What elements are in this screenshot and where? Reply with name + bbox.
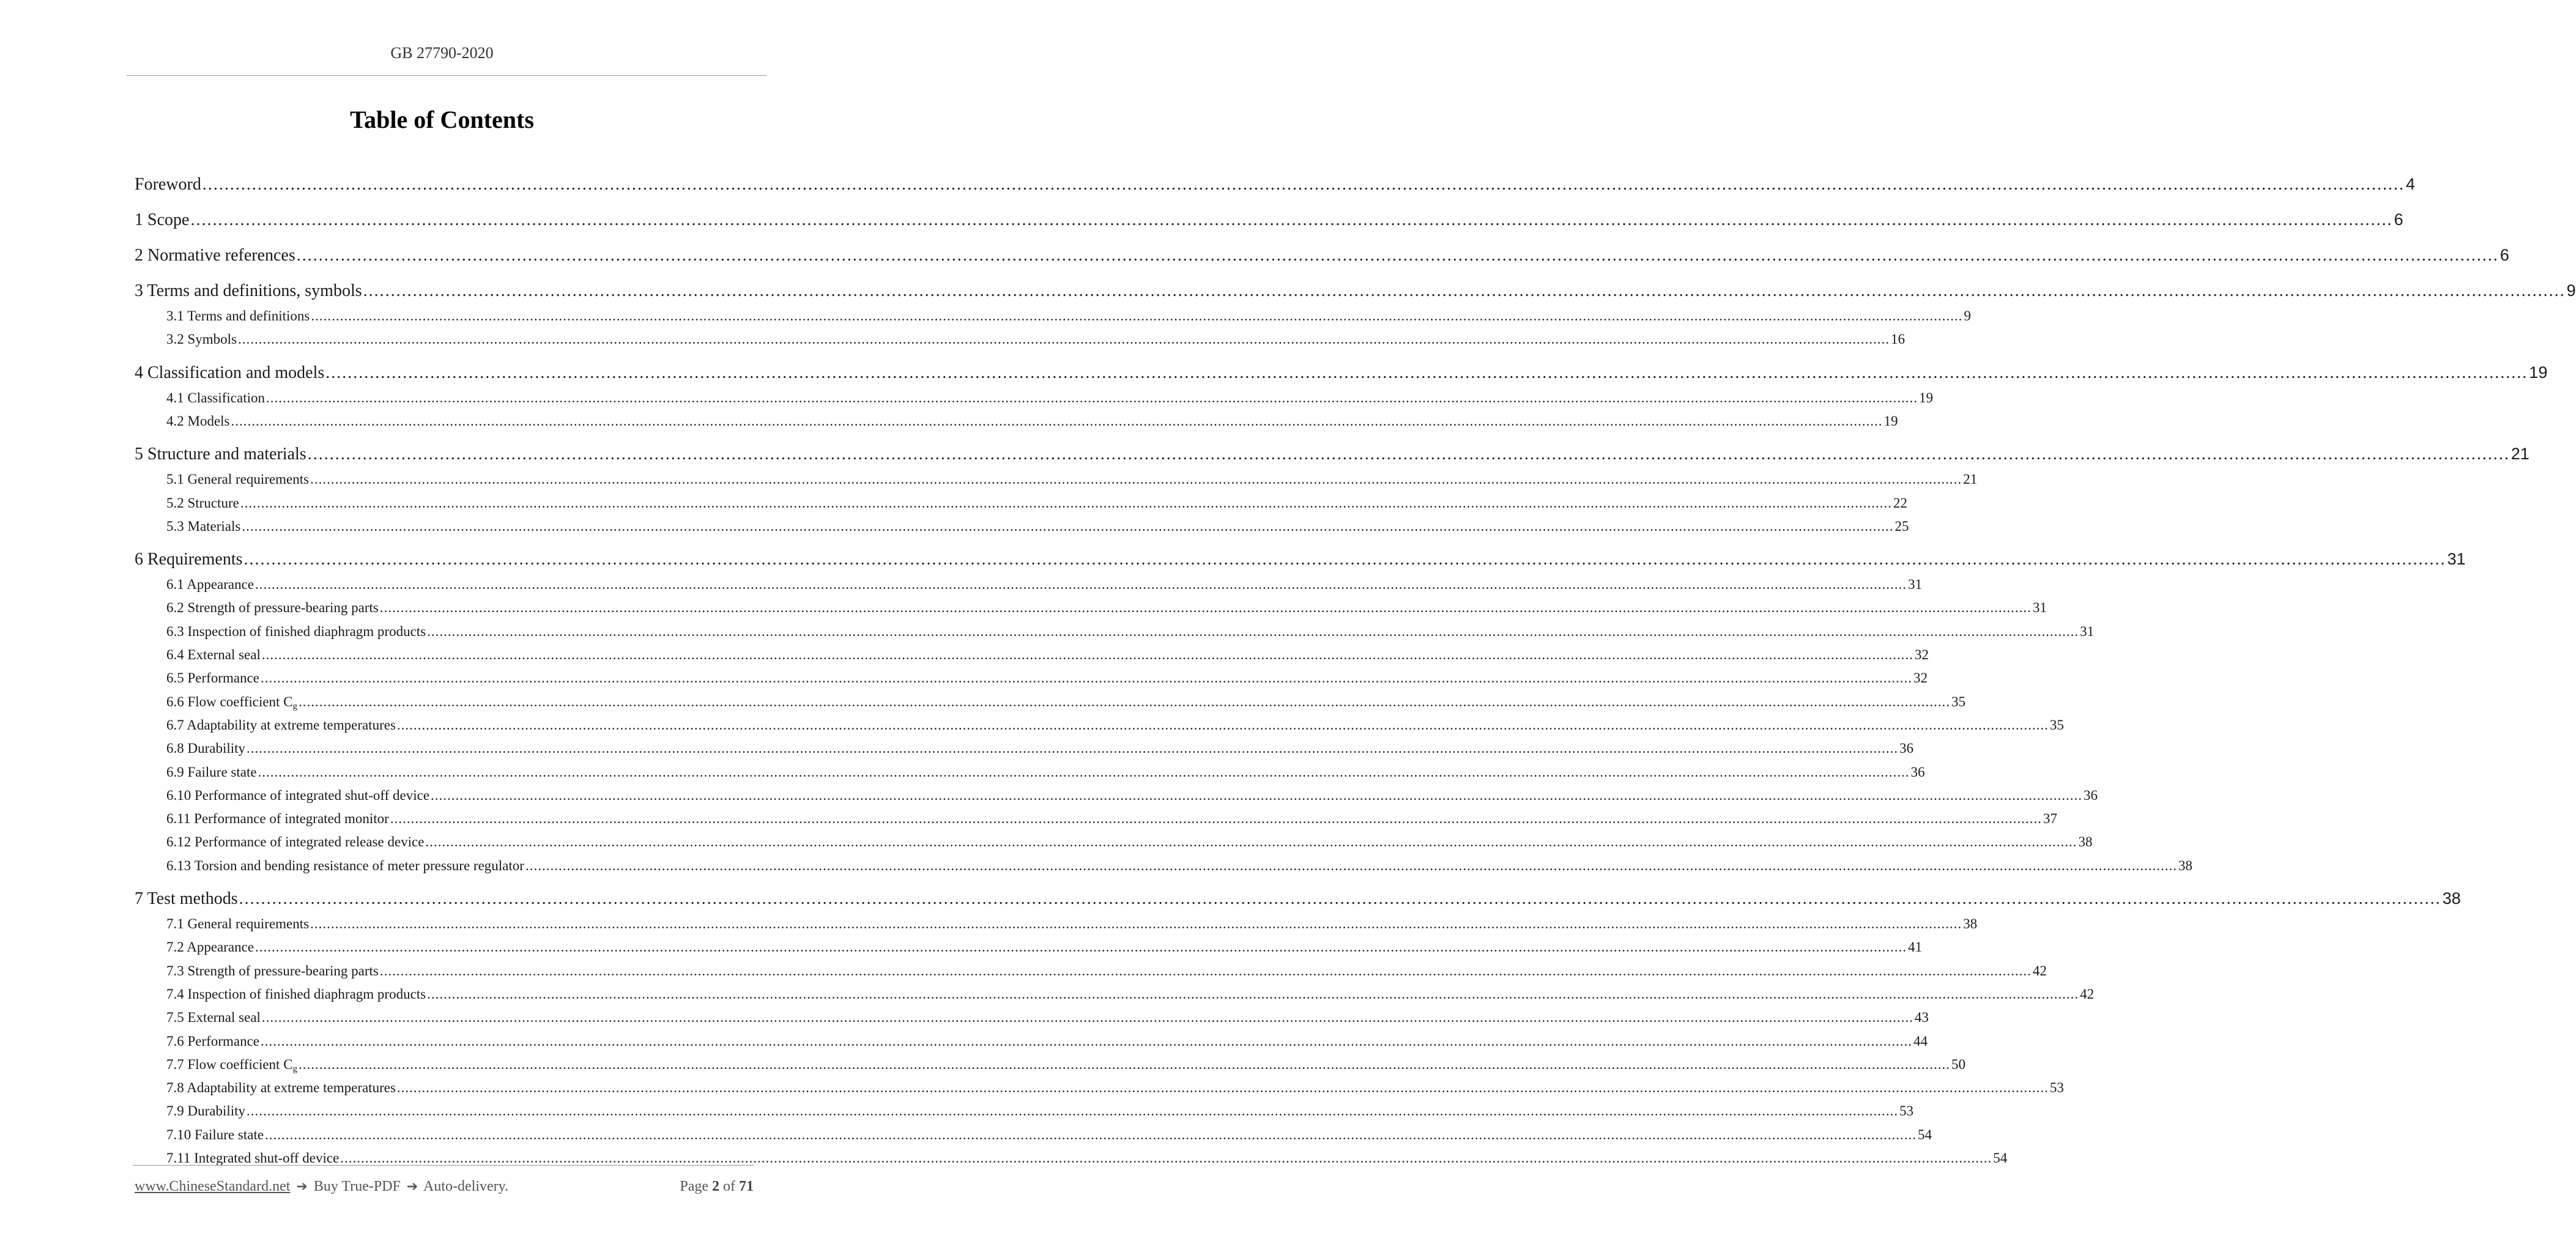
toc-section[interactable] bbox=[135, 363, 2548, 385]
toc-dot-leader: ................................................................................................................................................................................................................................................................................................................................................................................................................ bbox=[307, 445, 2510, 464]
toc-subsection[interactable] bbox=[166, 1080, 2064, 1098]
toc-page-number: 4 bbox=[2405, 175, 2415, 193]
toc-page-number: 19 bbox=[1884, 413, 1898, 429]
toc-label-text: 7.8 Adaptability at extreme temperatures bbox=[166, 1080, 396, 1096]
toc-label-text: 3.1 Terms and definitions bbox=[166, 308, 310, 324]
toc-dot-leader: ................................................................................................................................................................................................................................................................................................................................................................................................................ bbox=[340, 1150, 1992, 1166]
toc-subsection[interactable] bbox=[166, 413, 1898, 432]
toc-label bbox=[166, 1080, 396, 1096]
toc-dot-leader: ................................................................................................................................................................................................................................................................................................................................................................................................................ bbox=[231, 413, 1883, 429]
toc-label-text: 5 Structure and materials bbox=[135, 445, 306, 464]
footer-divider bbox=[133, 1165, 754, 1166]
toc-dot-leader: ................................................................................................................................................................................................................................................................................................................................................................................................................ bbox=[239, 889, 2441, 908]
toc-label-text: 6.12 Performance of integrated release device bbox=[166, 834, 425, 850]
toc-page-number: 53 bbox=[2049, 1080, 2064, 1096]
toc-label bbox=[166, 519, 240, 534]
toc-label bbox=[166, 1010, 261, 1026]
toc-page-number: 36 bbox=[1899, 741, 1914, 756]
toc-dot-leader: ................................................................................................................................................................................................................................................................................................................................................................................................................ bbox=[379, 963, 2032, 978]
toc-page-number: 31 bbox=[2080, 623, 2095, 639]
toc-label bbox=[135, 889, 238, 909]
page-title: Table of Contents bbox=[350, 106, 534, 133]
toc-subsection[interactable] bbox=[166, 764, 1925, 783]
toc-label-text: 6.8 Durability bbox=[166, 741, 246, 756]
toc-page-number: 54 bbox=[1918, 1126, 1932, 1142]
toc-label-text: 6.3 Inspection of finished diaphragm products bbox=[166, 623, 426, 639]
toc-dot-leader: ................................................................................................................................................................................................................................................................................................................................................................................................................ bbox=[240, 495, 1892, 511]
site-link[interactable]: www.ChineseStandard.net bbox=[135, 1178, 291, 1194]
toc-dot-leader: ................................................................................................................................................................................................................................................................................................................................................................................................................ bbox=[247, 1103, 1899, 1119]
toc-label bbox=[166, 1103, 245, 1119]
toc-dot-leader: ................................................................................................................................................................................................................................................................................................................................................................................................................ bbox=[363, 281, 2566, 300]
toc-label bbox=[166, 647, 261, 663]
toc-label-text: 6 Requirements bbox=[135, 550, 243, 569]
toc-label bbox=[166, 811, 389, 827]
toc-label-text: 4.1 Classification bbox=[166, 390, 265, 405]
toc-label-text: 6.11 Performance of integrated monitor bbox=[166, 811, 389, 827]
toc-subsection[interactable] bbox=[166, 1010, 1929, 1028]
toc-subsection[interactable] bbox=[166, 308, 1971, 327]
toc-label bbox=[166, 331, 237, 347]
toc-label bbox=[135, 550, 243, 569]
toc-label bbox=[166, 939, 254, 955]
toc-page-number: 38 bbox=[2078, 834, 2093, 850]
toc-page-number: 9 bbox=[2566, 281, 2576, 300]
toc-subsection[interactable] bbox=[166, 390, 1933, 409]
toc-subsection[interactable] bbox=[166, 518, 1909, 537]
toc-dot-leader: ................................................................................................................................................................................................................................................................................................................................................................................................................ bbox=[261, 1033, 1912, 1049]
toc-label-text: 4 Classification and models bbox=[135, 363, 325, 382]
toc-label-text: 5.3 Materials bbox=[166, 518, 241, 534]
running-header: GB 27790-2020 bbox=[390, 44, 494, 62]
toc-page-number: 35 bbox=[1951, 693, 1966, 709]
toc-dot-leader: ................................................................................................................................................................................................................................................................................................................................................................................................................ bbox=[299, 693, 1951, 709]
page-footer bbox=[135, 1178, 754, 1199]
toc-section[interactable] bbox=[135, 445, 2530, 467]
toc-label bbox=[135, 281, 362, 301]
toc-label bbox=[135, 210, 189, 230]
toc-dot-leader: ................................................................................................................................................................................................................................................................................................................................................................................................................ bbox=[310, 472, 1962, 487]
toc-dot-leader: ................................................................................................................................................................................................................................................................................................................................................................................................................ bbox=[190, 210, 2393, 229]
toc-label bbox=[166, 717, 396, 733]
toc-label-text: 7.10 Failure state bbox=[166, 1126, 264, 1142]
toc-dot-leader: ................................................................................................................................................................................................................................................................................................................................................................................................................ bbox=[265, 1126, 1917, 1142]
toc-label-text: 7.7 Flow coefficient C bbox=[166, 1056, 293, 1072]
toc-subsection[interactable] bbox=[166, 670, 1928, 689]
total-pages: 71 bbox=[739, 1178, 754, 1194]
toc-label-text: 2 Normative references bbox=[135, 246, 295, 265]
toc-subsection[interactable] bbox=[166, 916, 1978, 934]
auto-delivery-text: Auto-delivery. bbox=[423, 1178, 509, 1194]
toc-label-text: 5.1 General requirements bbox=[166, 472, 310, 487]
toc-subsection[interactable] bbox=[166, 811, 2057, 829]
toc-label bbox=[166, 764, 257, 780]
toc-page-number: 36 bbox=[2084, 787, 2098, 803]
toc-label-text: 6.9 Failure state bbox=[166, 764, 257, 780]
toc-label bbox=[135, 175, 201, 194]
toc-label bbox=[166, 1150, 339, 1166]
toc-label-text: 6.1 Appearance bbox=[166, 577, 254, 593]
toc-subsection[interactable] bbox=[166, 647, 1929, 665]
toc-page-number: 37 bbox=[2043, 811, 2057, 827]
toc-dot-leader: ................................................................................................................................................................................................................................................................................................................................................................................................................ bbox=[202, 175, 2405, 194]
toc-dot-leader: ................................................................................................................................................................................................................................................................................................................................................................................................................ bbox=[379, 600, 2032, 616]
toc-label bbox=[166, 963, 379, 979]
toc-label-text: 6.2 Strength of pressure-bearing parts bbox=[166, 600, 379, 616]
toc-page-number: 25 bbox=[1895, 518, 1909, 534]
toc-page-number: 53 bbox=[1899, 1103, 1914, 1119]
toc-page-number: 19 bbox=[1918, 390, 1933, 405]
toc-section[interactable] bbox=[135, 550, 2466, 572]
toc-dot-leader: ................................................................................................................................................................................................................................................................................................................................................................................................................ bbox=[325, 363, 2528, 382]
header-divider bbox=[127, 75, 766, 76]
toc-label-text: 7.3 Strength of pressure-bearing parts bbox=[166, 963, 379, 978]
toc-dot-leader: ................................................................................................................................................................................................................................................................................................................................................................................................................ bbox=[255, 939, 1907, 955]
toc-label-text: 7.11 Integrated shut-off device bbox=[166, 1150, 340, 1166]
toc-label bbox=[166, 788, 429, 804]
toc-dot-leader: ................................................................................................................................................................................................................................................................................................................................................................................................................ bbox=[427, 623, 2079, 639]
toc-label bbox=[166, 600, 379, 616]
toc-label-text: 7 Test methods bbox=[135, 889, 238, 908]
toc-dot-leader: ................................................................................................................................................................................................................................................................................................................................................................................................................ bbox=[265, 390, 1918, 405]
toc-dot-leader: ................................................................................................................................................................................................................................................................................................................................................................................................................ bbox=[261, 1010, 1913, 1026]
toc-section[interactable] bbox=[135, 210, 2403, 232]
toc-page-number: 21 bbox=[2511, 445, 2530, 464]
toc-page-number: 6 bbox=[2500, 246, 2509, 264]
toc-label bbox=[135, 246, 295, 265]
toc-label-text: 6.4 External seal bbox=[166, 647, 261, 662]
toc-subsection[interactable] bbox=[166, 1033, 1928, 1052]
toc-label-subscript: g bbox=[292, 701, 298, 711]
toc-label-text: 7.2 Appearance bbox=[166, 939, 254, 955]
toc-page-number: 42 bbox=[2032, 963, 2047, 978]
toc-label-text: 1 Scope bbox=[135, 210, 190, 229]
page-number bbox=[680, 1178, 754, 1195]
toc-page-number: 38 bbox=[1963, 916, 1978, 931]
toc-label bbox=[166, 741, 245, 756]
toc-page-number: 44 bbox=[1913, 1033, 1928, 1049]
toc-label-text: 7.4 Inspection of finished diaphragm products bbox=[166, 986, 426, 1002]
toc-label-text: 6.13 Torsion and bending resistance of meter pressure regulator bbox=[166, 857, 524, 873]
toc-page-number: 31 bbox=[1908, 577, 1923, 593]
toc-label bbox=[166, 624, 426, 640]
toc-dot-leader: ................................................................................................................................................................................................................................................................................................................................................................................................................ bbox=[258, 764, 1910, 780]
toc-dot-leader: ................................................................................................................................................................................................................................................................................................................................................................................................................ bbox=[425, 834, 2077, 850]
toc-subsection[interactable] bbox=[166, 623, 2095, 642]
toc-subsection[interactable] bbox=[166, 986, 2095, 1005]
toc-page-number: 38 bbox=[2442, 889, 2461, 908]
toc-subsection[interactable] bbox=[166, 741, 1914, 759]
toc-label-text: 6.7 Adaptability at extreme temperatures bbox=[166, 717, 396, 733]
toc-page-number: 36 bbox=[1910, 764, 1925, 780]
toc-section[interactable] bbox=[135, 889, 2461, 911]
toc-label bbox=[166, 413, 230, 429]
toc-subsection[interactable] bbox=[166, 787, 2098, 806]
toc-page-number: 9 bbox=[1964, 308, 1971, 324]
toc-label-text: 7.9 Durability bbox=[166, 1103, 246, 1119]
toc-label-text: 6.6 Flow coefficient C bbox=[166, 693, 293, 709]
toc-dot-leader: ................................................................................................................................................................................................................................................................................................................................................................................................................ bbox=[247, 741, 1899, 756]
toc-label bbox=[166, 308, 310, 324]
toc-subsection[interactable] bbox=[166, 834, 2093, 852]
toc-subsection[interactable] bbox=[166, 472, 1978, 490]
toc-dot-leader: ................................................................................................................................................................................................................................................................................................................................................................................................................ bbox=[311, 308, 1963, 324]
toc-dot-leader: ................................................................................................................................................................................................................................................................................................................................................................................................................ bbox=[310, 916, 1962, 931]
toc-section[interactable] bbox=[135, 246, 2509, 268]
toc-page-number: 38 bbox=[2178, 857, 2192, 873]
toc-page-number: 32 bbox=[1913, 670, 1928, 686]
toc-subsection[interactable] bbox=[166, 331, 1906, 350]
toc-page-number: 16 bbox=[1891, 331, 1906, 347]
toc-section[interactable] bbox=[135, 281, 2576, 303]
arrow-right-icon: ➔ bbox=[296, 1179, 308, 1194]
toc-label-subscript: g bbox=[292, 1063, 298, 1074]
toc-label bbox=[166, 1034, 259, 1049]
toc-dot-leader: ................................................................................................................................................................................................................................................................................................................................................................................................................ bbox=[525, 857, 2177, 873]
toc-label bbox=[135, 363, 324, 383]
toc-label-text: 3.2 Symbols bbox=[166, 331, 237, 347]
toc-page-number: 32 bbox=[1914, 647, 1929, 662]
toc-dot-leader: ................................................................................................................................................................................................................................................................................................................................................................................................................ bbox=[243, 550, 2446, 569]
toc-subsection[interactable] bbox=[166, 717, 2064, 736]
toc-label-text: 7.5 External seal bbox=[166, 1010, 261, 1026]
toc-label-text: 7.1 General requirements bbox=[166, 916, 310, 931]
toc-dot-leader: ................................................................................................................................................................................................................................................................................................................................................................................................................ bbox=[427, 986, 2079, 1002]
of-word: of bbox=[723, 1178, 735, 1194]
toc-dot-leader: ................................................................................................................................................................................................................................................................................................................................................................................................................ bbox=[255, 577, 1907, 593]
toc-subsection[interactable] bbox=[166, 600, 2047, 618]
toc-dot-leader: ................................................................................................................................................................................................................................................................................................................................................................................................................ bbox=[396, 717, 2049, 733]
toc-label-text: 7.6 Performance bbox=[166, 1033, 259, 1049]
toc-label bbox=[166, 834, 424, 850]
toc-subsection[interactable] bbox=[166, 577, 1923, 595]
toc-dot-leader: ................................................................................................................................................................................................................................................................................................................................................................................................................ bbox=[299, 1056, 1951, 1072]
toc-page-number: 31 bbox=[2032, 600, 2047, 616]
toc-page-number: 41 bbox=[1908, 939, 1923, 955]
toc-dot-leader: ................................................................................................................................................................................................................................................................................................................................................................................................................ bbox=[296, 246, 2499, 265]
toc-subsection[interactable] bbox=[166, 1056, 1966, 1075]
toc-page-number: 35 bbox=[2049, 717, 2064, 733]
toc-dot-leader: ................................................................................................................................................................................................................................................................................................................................................................................................................ bbox=[431, 787, 2083, 803]
toc-label bbox=[166, 694, 297, 710]
toc-page-number: 19 bbox=[2529, 363, 2548, 382]
toc-subsection[interactable] bbox=[166, 857, 2192, 876]
toc-subsection[interactable] bbox=[166, 1103, 1914, 1122]
toc-label-text: 6.10 Performance of integrated shut-off device bbox=[166, 787, 430, 803]
toc-subsection[interactable] bbox=[166, 495, 1907, 514]
toc-label bbox=[166, 1127, 264, 1143]
toc-subsection[interactable] bbox=[166, 1126, 1932, 1145]
toc-subsection[interactable] bbox=[166, 939, 1923, 958]
toc-page-number: 42 bbox=[2080, 986, 2095, 1002]
toc-section[interactable] bbox=[135, 175, 2415, 197]
page-word: Page bbox=[680, 1178, 708, 1194]
toc-label bbox=[166, 390, 265, 406]
toc-page-number: 43 bbox=[1914, 1010, 1929, 1026]
toc-label bbox=[166, 916, 309, 932]
toc-page-number: 54 bbox=[1993, 1150, 2008, 1166]
toc-page-number: 31 bbox=[2447, 550, 2466, 569]
toc-label bbox=[135, 445, 306, 464]
toc-label-text: 6.5 Performance bbox=[166, 670, 259, 686]
toc-page-number: 50 bbox=[1951, 1056, 1966, 1072]
toc-label bbox=[166, 670, 259, 686]
footer-promo bbox=[135, 1178, 508, 1195]
toc-label-text: 4.2 Models bbox=[166, 413, 230, 429]
toc-label bbox=[166, 495, 239, 511]
toc-label-text: 3 Terms and definitions, symbols bbox=[135, 281, 362, 300]
toc-dot-leader: ................................................................................................................................................................................................................................................................................................................................................................................................................ bbox=[238, 331, 1890, 347]
toc-subsection[interactable] bbox=[166, 963, 2047, 982]
toc-page-number: 22 bbox=[1893, 495, 1907, 511]
toc-label bbox=[166, 472, 309, 487]
toc-label bbox=[166, 858, 524, 874]
toc-subsection[interactable] bbox=[166, 1150, 2008, 1169]
toc-dot-leader: ................................................................................................................................................................................................................................................................................................................................................................................................................ bbox=[261, 647, 1913, 662]
toc-dot-leader: ................................................................................................................................................................................................................................................................................................................................................................................................................ bbox=[261, 670, 1912, 686]
toc-label-text: 5.2 Structure bbox=[166, 495, 239, 511]
toc-label bbox=[166, 1057, 297, 1073]
toc-page-number: 21 bbox=[1963, 472, 1978, 487]
toc-label bbox=[166, 986, 426, 1002]
buy-true-pdf-text: Buy True-PDF bbox=[313, 1178, 401, 1194]
toc-dot-leader: ................................................................................................................................................................................................................................................................................................................................................................................................................ bbox=[390, 811, 2042, 827]
toc-page-number: 6 bbox=[2394, 210, 2403, 229]
arrow-right-icon: ➔ bbox=[406, 1179, 418, 1194]
toc-subsection[interactable] bbox=[166, 693, 1966, 712]
current-page: 2 bbox=[712, 1178, 719, 1194]
toc-dot-leader: ................................................................................................................................................................................................................................................................................................................................................................................................................ bbox=[396, 1080, 2049, 1096]
toc-dot-leader: ................................................................................................................................................................................................................................................................................................................................................................................................................ bbox=[242, 518, 1894, 534]
toc-label-text: Foreword bbox=[135, 175, 201, 194]
toc-label bbox=[166, 577, 254, 593]
